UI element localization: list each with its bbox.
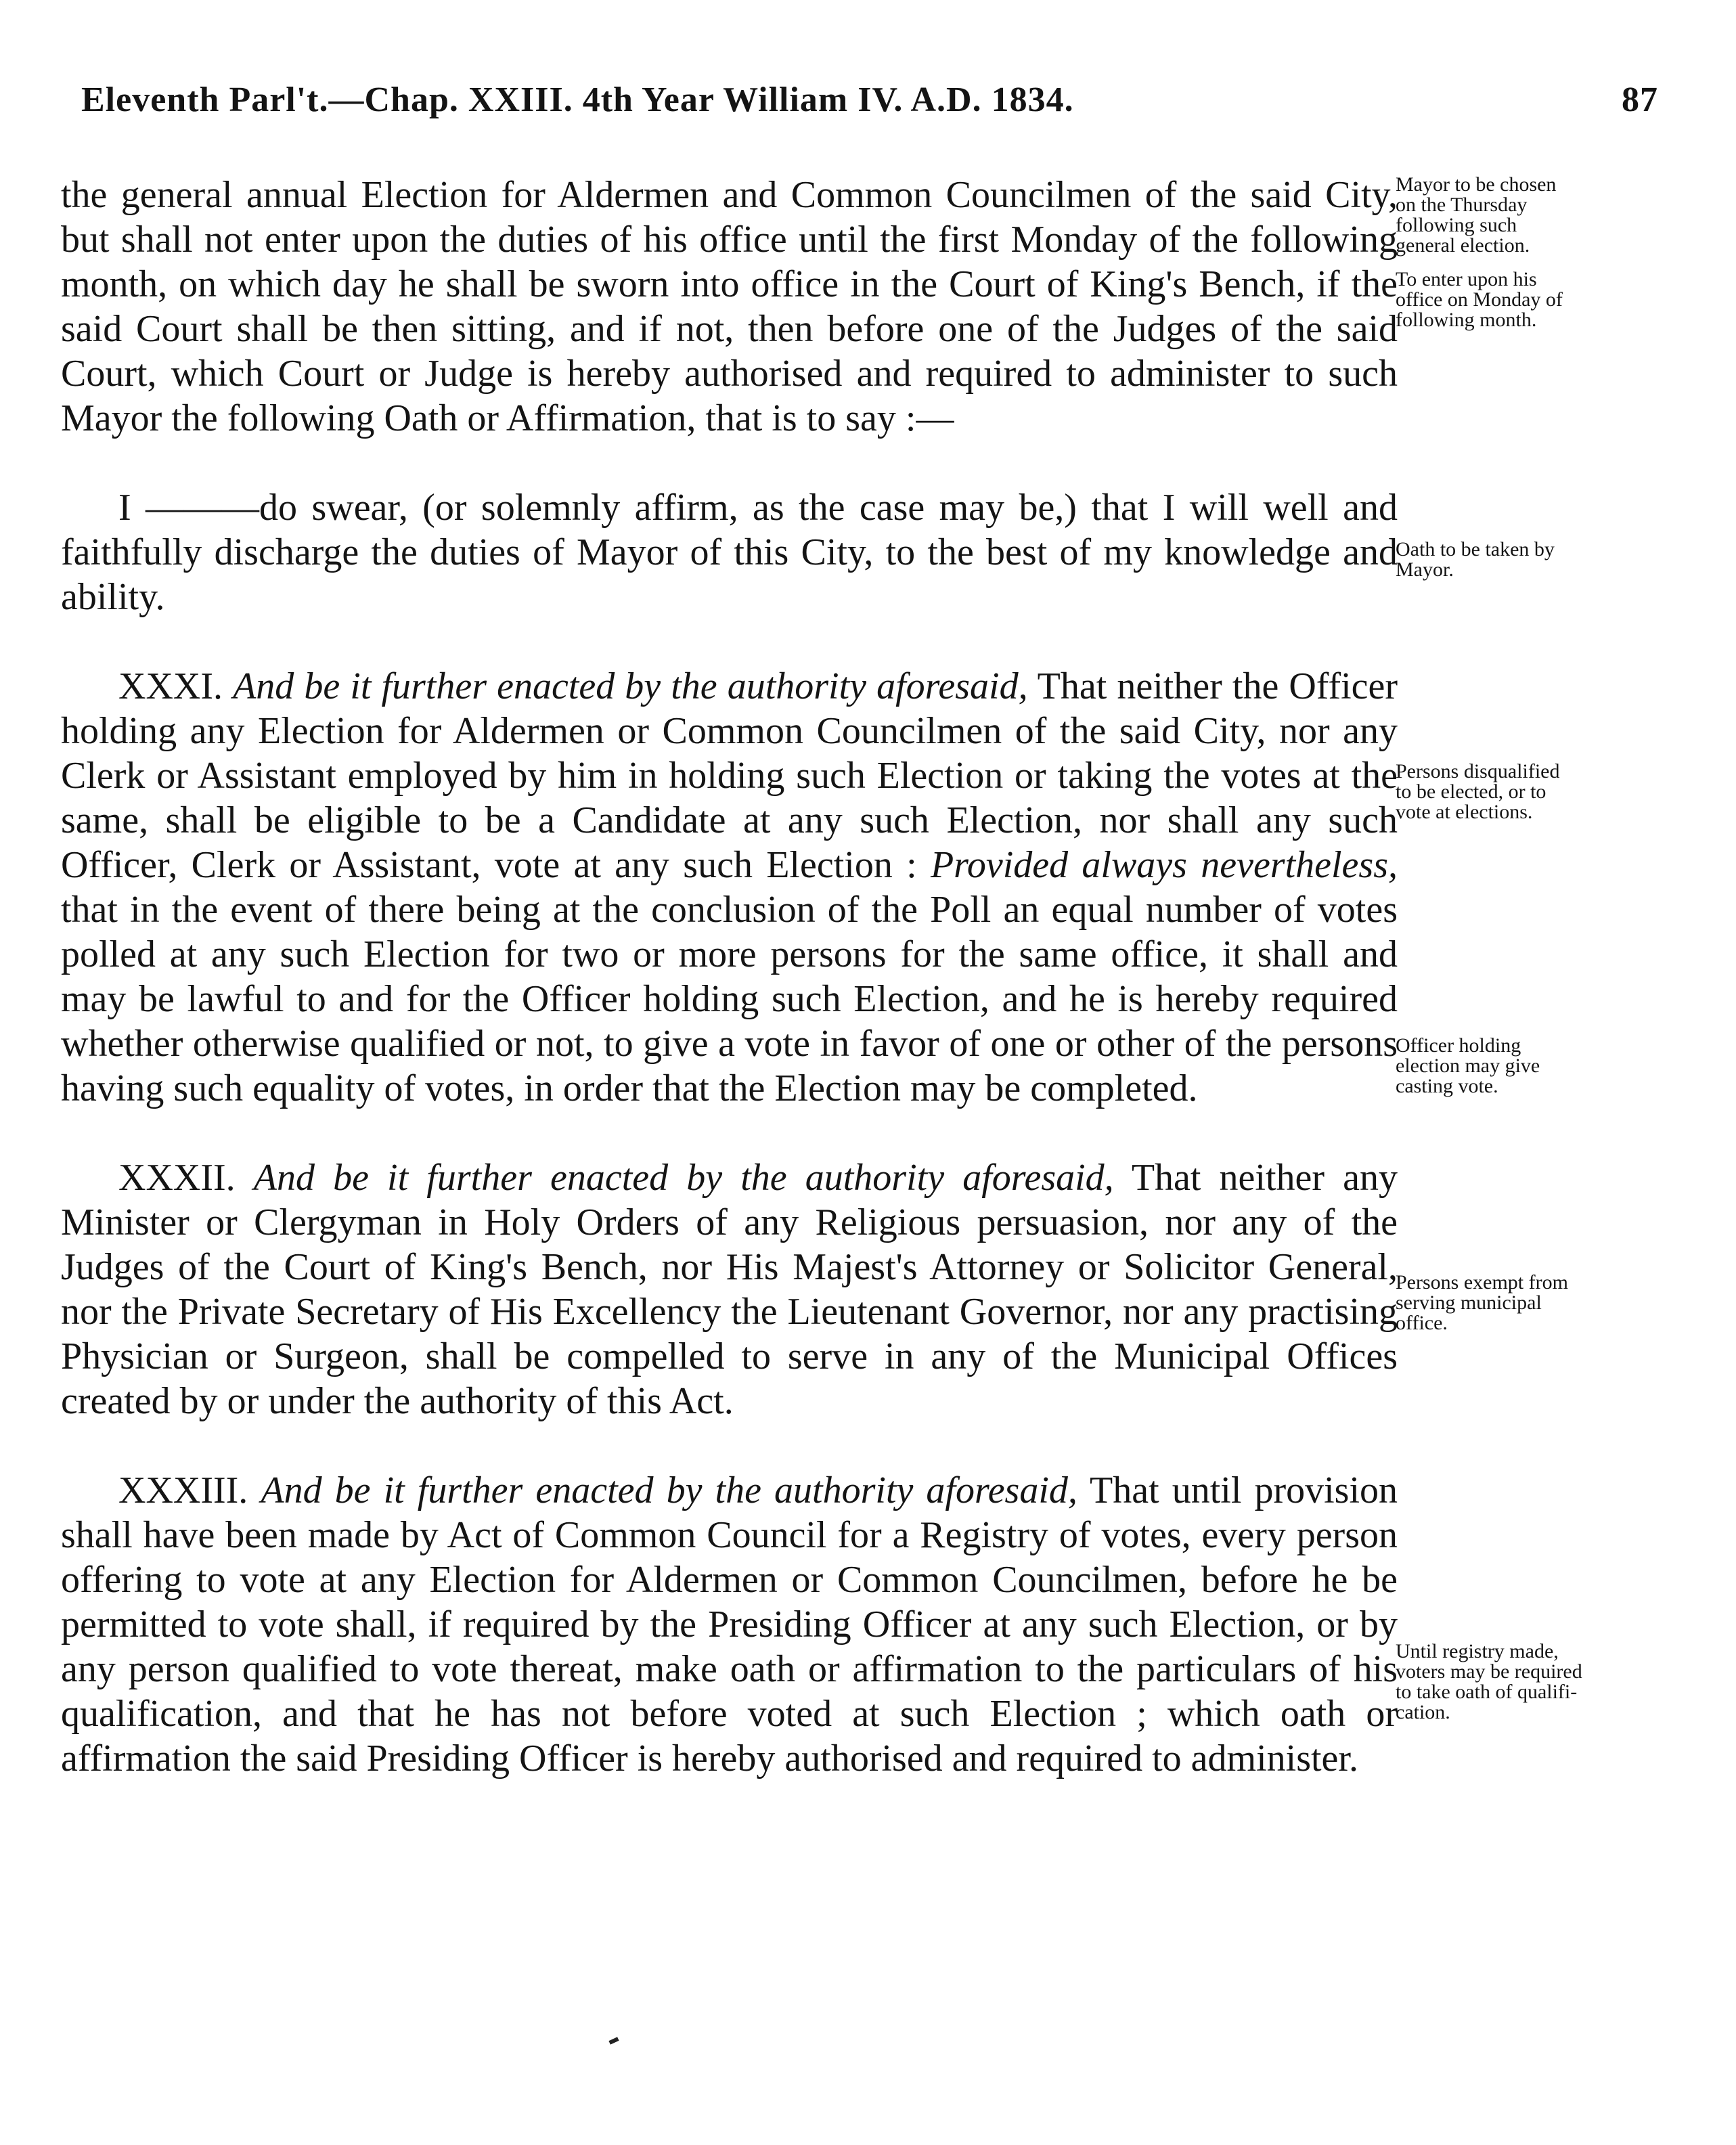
section-xxxii	[61, 1155, 1398, 1423]
running-title: Eleventh Parl't.—Chap. XXIII. 4th Year William IV. A.D. 1834.	[81, 81, 1074, 119]
section-text: That neither the Officer holding any Election for Aldermen or Common Councilmen of the said City, nor any Clerk or Assistant employed by him in holding such Election or taking the votes at the same, shall be eligible to be a Candidate at any such Election, nor shall any such Officer, Clerk or Assistant, vote at any such Election :	[61, 665, 1398, 886]
marginal-note-line: Officer holding	[1396, 1034, 1521, 1057]
marginal-note	[1396, 1036, 1646, 1097]
marginal-note-line: office.	[1396, 1312, 1448, 1334]
section-number: XXXIII.	[118, 1469, 248, 1511]
marginal-note-line: vote at elections.	[1396, 801, 1533, 823]
enacting-clause: And be it further enacted by the authority aforesaid,	[233, 665, 1028, 707]
main-text	[61, 173, 1398, 1826]
marginal-note	[1396, 1641, 1646, 1723]
marginal-note	[1396, 175, 1646, 256]
marginal-note	[1396, 761, 1646, 822]
continued-paragraph: the general annual Election for Aldermen and Common Councilmen of the said City, but shall not enter upon the duties of his office until the first Monday of the following month, on which day he shall be sworn into office in the Court of King's Bench, if the said Court shall be then sitting, and if not, then before one of the Judges of the said Court, which Court or Judge is hereby authorised and required to administer to such Mayor the following Oath or Affirmation, that is to say :—	[61, 174, 1398, 439]
marginal-note-line: Persons exempt from	[1396, 1271, 1568, 1293]
marginal-note-line: office on Monday of	[1396, 288, 1563, 311]
marginal-note-line: Persons disqualified	[1396, 760, 1560, 782]
oath-text: I ———do swear, (or solemnly affirm, as the case may be,) that I will well and faithfully discharge the duties of Mayor of this City, to the best of my knowledge and ability.	[61, 487, 1398, 618]
marginal-note-line: on the Thursday	[1396, 194, 1528, 216]
proviso-clause: Provided always nevertheless,	[930, 844, 1398, 886]
section-number: XXXI.	[118, 665, 223, 707]
marginal-note-line: Until registry made,	[1396, 1640, 1559, 1662]
section-number: XXXII.	[118, 1157, 236, 1199]
enacting-clause: And be it further enacted by the authority aforesaid,	[253, 1157, 1114, 1199]
marginal-note-line: voters may be required	[1396, 1660, 1582, 1683]
marginal-note	[1396, 539, 1646, 580]
marginal-note-line: election may give	[1396, 1055, 1540, 1077]
marginal-note	[1396, 1273, 1646, 1333]
marginal-note-line: to take oath of qualifi-	[1396, 1681, 1578, 1703]
section-text: That until provision shall have been made by Act of Common Council for a Registry of votes, every person offering to vote at any Election for Aldermen or Common Councilmen, before he be permitted to vote shall, if required by the Presiding Officer at any such Election, or by any person qualified to vote thereat, make oath or affirmation to the particulars of his qualification, and that he has not before voted at such Election ; which oath or affirmation the said Presiding Officer is hereby authorised and required to administer.	[61, 1469, 1398, 1779]
marginal-note	[1396, 269, 1646, 330]
marginal-note-line: Oath to be taken by	[1396, 538, 1555, 560]
section-text: that in the event of there being at the conclusion of the Poll an equal number of votes polled at any such Election for two or more persons for the same office, it shall and may be lawful to and for the Officer holding such Election, and he is hereby required whether otherwise qualified or not, to give a vote in favor of one or other of the persons having such equality of votes, in order that the Election may be completed.	[61, 889, 1398, 1109]
marginal-note-line: To enter upon his	[1396, 268, 1537, 290]
section-xxxi	[61, 664, 1398, 1111]
marginal-note-line: following such	[1396, 214, 1517, 236]
running-head	[81, 80, 1658, 134]
marginal-note-line: casting vote.	[1396, 1075, 1498, 1097]
marginal-note-line: Mayor to be chosen	[1396, 173, 1557, 196]
page-number: 87	[1622, 81, 1658, 119]
marginal-note-line: Mayor.	[1396, 558, 1454, 581]
ink-mark	[608, 2037, 619, 2044]
marginal-note-line: cation.	[1396, 1701, 1450, 1723]
marginal-note-line: to be elected, or to	[1396, 780, 1546, 803]
enacting-clause: And be it further enacted by the authority aforesaid,	[261, 1469, 1077, 1511]
marginal-note-line: serving municipal	[1396, 1291, 1542, 1314]
marginal-note-line: following month.	[1396, 309, 1537, 331]
section-text: That neither any Minister or Clergyman in Holy Orders of any Religious persuasion, nor any of the Judges of the Court of King's Bench, nor His Majest's Attorney or Solicitor General, nor the Private Secretary of His Excellency the Lieutenant Governor, nor any practising Physician or Surgeon, shall be compelled to serve in any of the Municipal Offices created by or under the authority of this Act.	[61, 1157, 1398, 1422]
marginal-note-line: general election.	[1396, 234, 1530, 257]
section-xxxiii	[61, 1468, 1398, 1781]
